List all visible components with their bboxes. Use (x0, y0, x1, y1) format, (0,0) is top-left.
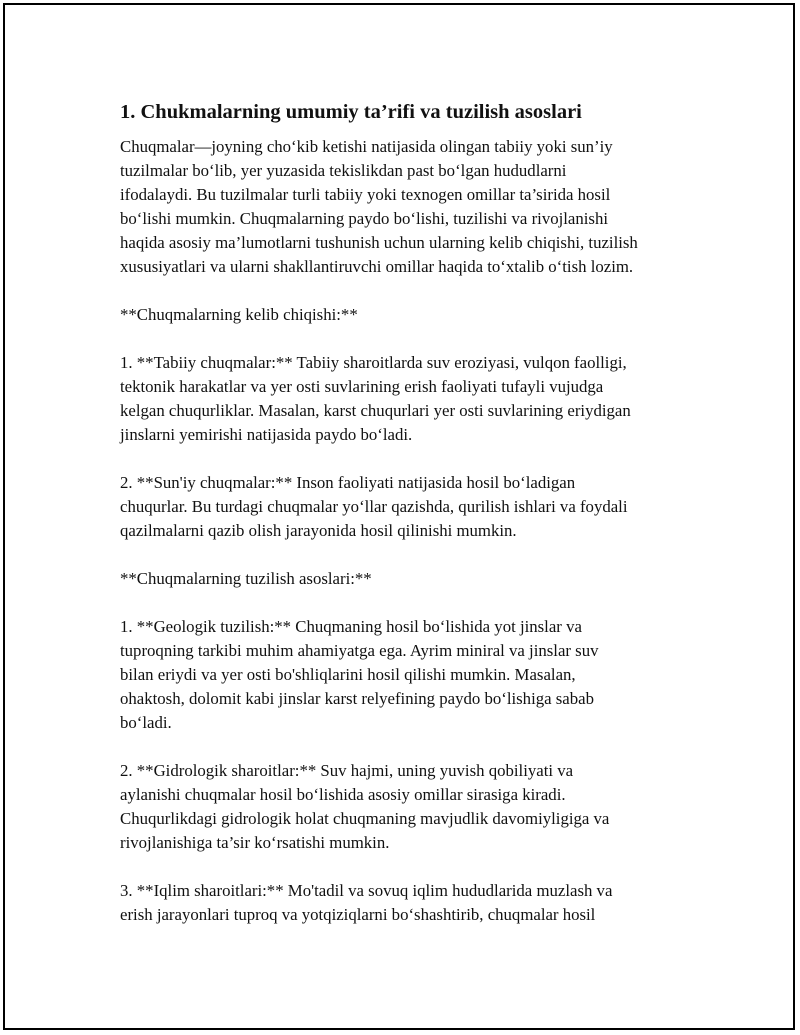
section-heading: 1. Chukmalarning umumiy ta’rifi va tuzilish asoslari (120, 101, 582, 123)
origin-subheading: **Chuqmalarning kelib chiqishi:** (120, 305, 358, 324)
intro-paragraph: Chuqmalar—joyning cho‘kib ketishi natijasida olingan tabiiy yoki sun’iy tuzilmalar bo‘lib, yer yuzasida tekislikdan past bo‘lgan hududlarni ifodalaydi. Bu tuzilmalar turli tabiiy yoki texnogen omillar ta’sirida hosil bo‘lishi mumkin. Chuqmalarning paydo bo‘lishi, tuzilishi va rivojlanishi haqida asosiy ma’lumotlarni tushunish uchun ularning kelib chiqishi, tuzilish xususiyatlari va ularni shakllantiruvchi omillar haqida to‘xtalib o‘tish lozim. (120, 137, 638, 276)
natural-depressions-paragraph: 1. **Tabiiy chuqmalar:** Tabiiy sharoitlarda suv eroziyasi, vulqon faolligi, tektonik harakatlar va yer osti suvlarining erish faoliyati tufayli vujudga kelgan chuqurliklar. Masalan, karst chuqurlari yer osti suvlarining eriydigan jinslarni yemirishi natijasida paydo bo‘ladi. (120, 353, 631, 444)
artificial-depressions-paragraph: 2. **Sun'iy chuqmalar:** Inson faoliyati natijasida hosil bo‘ladigan chuqurlar. Bu turdagi chuqmalar yo‘llar qazishda, qurilish ishlari va foydali qazilmalarni qazib olish jarayonida hosil qilinishi mumkin. (120, 473, 628, 540)
hydrological-conditions-paragraph: 2. **Gidrologik sharoitlar:** Suv hajmi, uning yuvish qobiliyati va aylanishi chuqmalar hosil bo‘lishida asosiy omillar sirasiga kiradi. Chuqurlikdagi gidrologik holat chuqmaning mavjudlik davomiyligiga va rivojlanishiga ta’sir ko‘rsatishi mumkin. (120, 761, 610, 852)
geological-structure-paragraph: 1. **Geologik tuzilish:** Chuqmaning hosil bo‘lishida yot jinslar va tuproqning tarkibi muhim ahamiyatga ega. Ayrim miniral va jinslar suv bilan eriydi va yer osti bo'shliqlarini hosil qilishi mumkin. Masalan, ohaktosh, dolomit kabi jinslar karst relyefining paydo bo‘lishiga sabab bo‘ladi. (120, 617, 599, 732)
page-frame (3, 3, 795, 1030)
document-body (120, 99, 710, 951)
structure-subheading: **Chuqmalarning tuzilish asoslari:** (120, 569, 372, 588)
climate-conditions-paragraph: 3. **Iqlim sharoitlari:** Mo'tadil va sovuq iqlim hududlarida muzlash va erish jarayonlari tuproq va yotqiziqlarni bo‘shashtirib, chuqmalar hosil (120, 881, 613, 924)
